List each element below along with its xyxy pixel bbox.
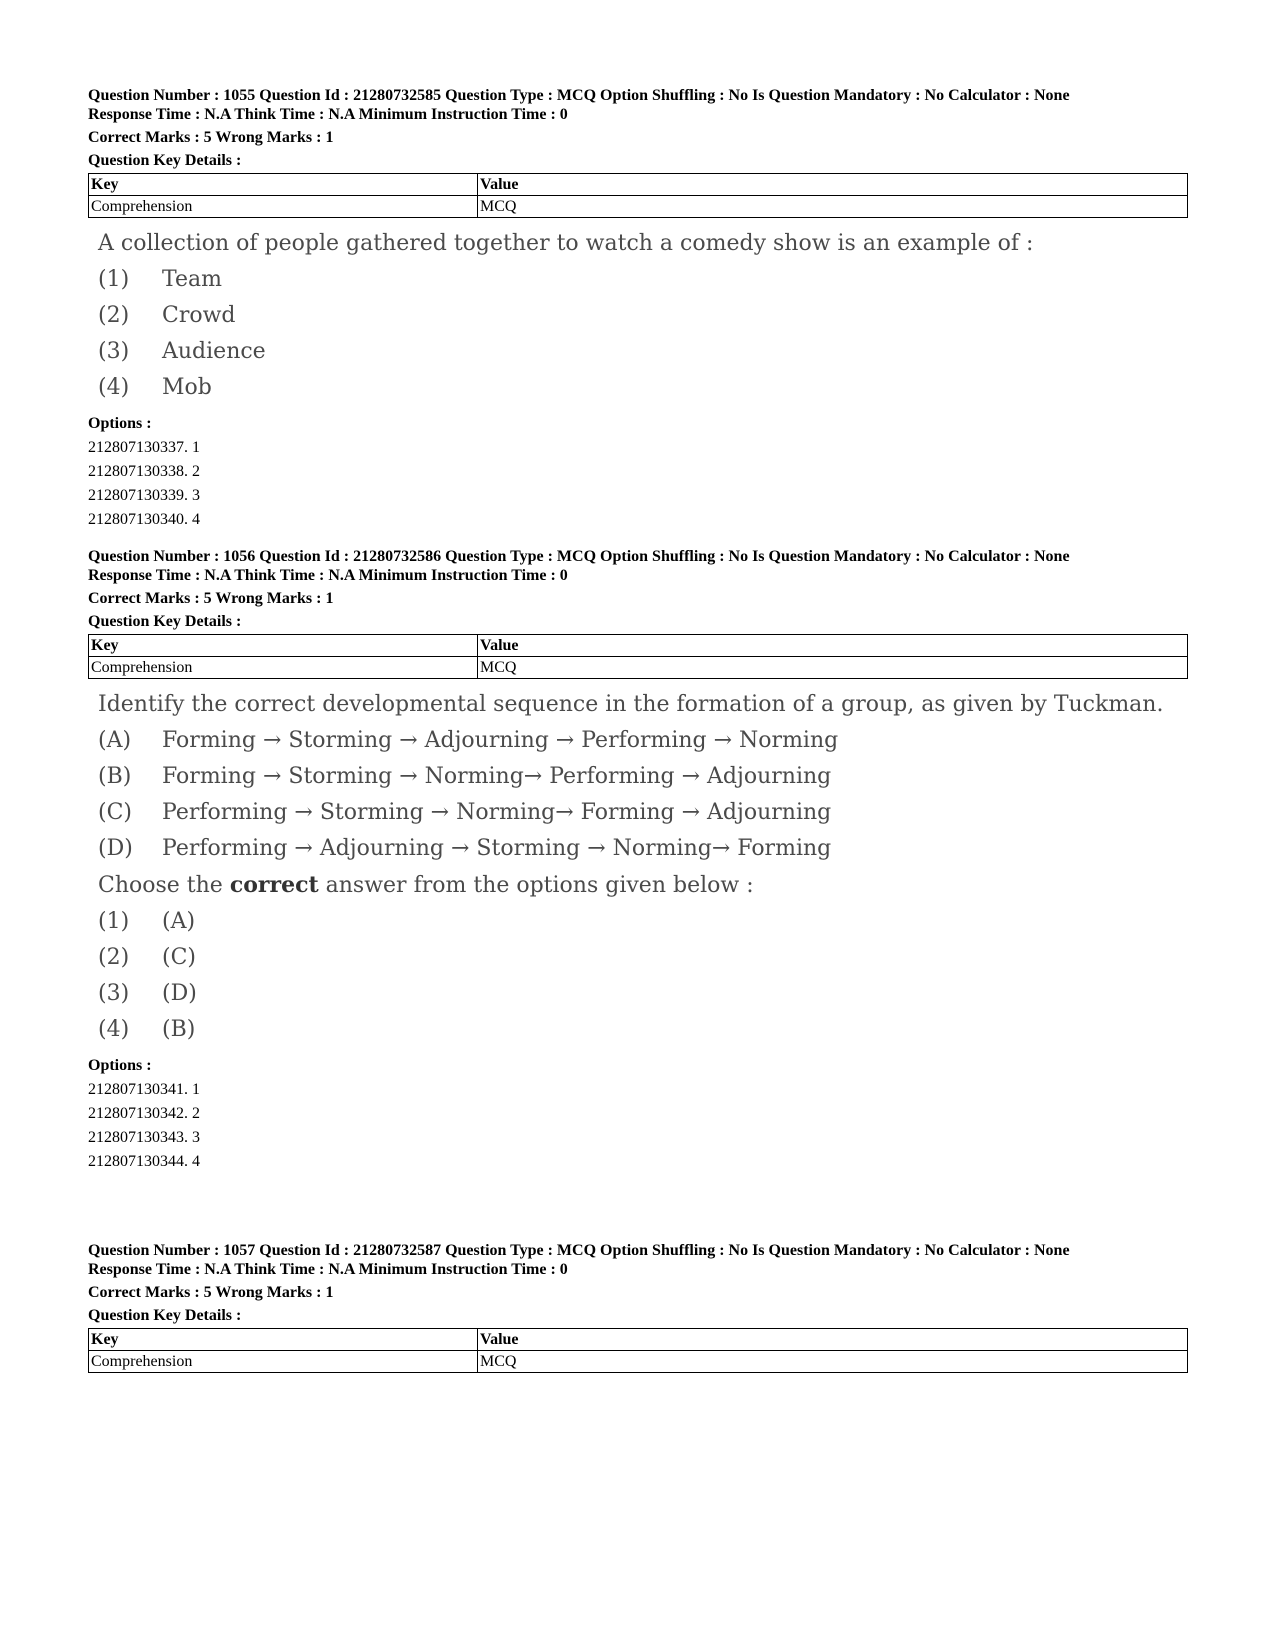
question-1055 — [88, 86, 1188, 532]
choice-number: (3) — [98, 981, 130, 1006]
key-details-label: Question Key Details : — [88, 1307, 242, 1324]
question-stem: A collection of people gathered together to watch a comedy show is an example of : — [98, 231, 1034, 256]
question-marks: Correct Marks : 5 Wrong Marks : 1 — [88, 590, 334, 607]
table-row — [89, 1351, 1188, 1373]
choice — [98, 976, 1188, 1012]
choose-bold: correct — [229, 872, 319, 898]
choice-text: Team — [162, 267, 222, 292]
question-meta-line1: Question Number : 1056 Question Id : 21280732586 Question Type : MCQ Option Shuffling : No Is Question Mandatory : No Calculator : None — [88, 548, 1070, 565]
option-item: 212807130344. 4 — [88, 1153, 200, 1170]
value-cell: MCQ — [478, 657, 1188, 679]
value-cell: MCQ — [478, 196, 1188, 218]
statement-label: (D) — [98, 836, 133, 861]
option-item: 212807130339. 3 — [88, 487, 200, 504]
option-item: 212807130343. 3 — [88, 1129, 200, 1146]
question-meta-line2: Response Time : N.A Think Time : N.A Minimum Instruction Time : 0 — [88, 567, 568, 584]
options-list — [88, 412, 1188, 532]
question-1057 — [88, 1241, 1188, 1373]
statement-text: Performing → Storming → Norming→ Forming → Adjourning — [162, 800, 832, 825]
choose-instruction — [98, 867, 1188, 904]
options-label: Options : — [88, 1057, 152, 1074]
statement — [98, 759, 1188, 795]
key-header: Key — [89, 635, 478, 657]
choice-number: (1) — [98, 267, 130, 292]
statement — [98, 831, 1188, 867]
value-header: Value — [478, 174, 1188, 196]
table-header-row — [89, 174, 1188, 196]
table-row — [89, 657, 1188, 679]
option-item: 212807130338. 2 — [88, 463, 200, 480]
key-cell: Comprehension — [89, 1351, 478, 1373]
question-meta-line1: Question Number : 1057 Question Id : 21280732587 Question Type : MCQ Option Shuffling : No Is Question Mandatory : No Calculator : None — [88, 1242, 1070, 1259]
statement — [98, 795, 1188, 831]
table-header-row — [89, 1329, 1188, 1351]
key-header: Key — [89, 174, 478, 196]
question-marks: Correct Marks : 5 Wrong Marks : 1 — [88, 129, 334, 146]
question-1056 — [88, 547, 1188, 1174]
question-image — [98, 687, 1188, 1048]
question-meta-line2: Response Time : N.A Think Time : N.A Minimum Instruction Time : 0 — [88, 106, 568, 123]
table-header-row — [89, 635, 1188, 657]
choice-text: Audience — [162, 339, 266, 364]
key-header: Key — [89, 1329, 478, 1351]
choice-text: (A) — [162, 909, 196, 934]
choice-number: (2) — [98, 303, 130, 328]
statement-text: Performing → Adjourning → Storming → Norming→ Forming — [162, 836, 832, 861]
statement-label: (A) — [98, 728, 132, 753]
value-cell: MCQ — [478, 1351, 1188, 1373]
choice-text: (D) — [162, 981, 197, 1006]
option-item: 212807130337. 1 — [88, 439, 200, 456]
option-item: 212807130342. 2 — [88, 1105, 200, 1122]
choice-number: (1) — [98, 909, 130, 934]
choice — [98, 370, 1188, 406]
question-meta — [88, 86, 1188, 170]
table-row — [89, 196, 1188, 218]
choice — [98, 1012, 1188, 1048]
options-list — [88, 1054, 1188, 1174]
question-meta-line2: Response Time : N.A Think Time : N.A Minimum Instruction Time : 0 — [88, 1261, 568, 1278]
key-cell: Comprehension — [89, 657, 478, 679]
choice — [98, 298, 1188, 334]
choice-number: (3) — [98, 339, 130, 364]
statement-text: Forming → Storming → Norming→ Performing → Adjourning — [162, 764, 832, 789]
statement-label: (C) — [98, 800, 132, 825]
key-cell: Comprehension — [89, 196, 478, 218]
question-meta-line1: Question Number : 1055 Question Id : 21280732585 Question Type : MCQ Option Shuffling : No Is Question Mandatory : No Calculator : None — [88, 87, 1070, 104]
choice — [98, 334, 1188, 370]
key-details-table — [88, 634, 1188, 679]
question-marks: Correct Marks : 5 Wrong Marks : 1 — [88, 1284, 334, 1301]
choice — [98, 940, 1188, 976]
key-details-label: Question Key Details : — [88, 152, 242, 169]
value-header: Value — [478, 635, 1188, 657]
question-image — [98, 226, 1188, 406]
choice-number: (2) — [98, 945, 130, 970]
choice-text: (B) — [162, 1017, 196, 1042]
value-header: Value — [478, 1329, 1188, 1351]
key-details-table — [88, 173, 1188, 218]
option-item: 212807130340. 4 — [88, 511, 200, 528]
key-details-label: Question Key Details : — [88, 613, 242, 630]
options-label: Options : — [88, 415, 152, 432]
question-stem: Identify the correct developmental sequence in the formation of a group, as given by Tuckman. — [98, 692, 1164, 717]
choice-text: Crowd — [162, 303, 236, 328]
choice-number: (4) — [98, 1017, 130, 1042]
choose-post: answer from the options given below : — [318, 873, 754, 898]
choice-number: (4) — [98, 375, 130, 400]
question-meta — [88, 1241, 1188, 1325]
choice — [98, 262, 1188, 298]
option-item: 212807130341. 1 — [88, 1081, 200, 1098]
choose-pre: Choose the — [98, 873, 230, 898]
statement — [98, 723, 1188, 759]
statement-label: (B) — [98, 764, 132, 789]
statement-text: Forming → Storming → Adjourning → Performing → Norming — [162, 728, 839, 753]
choice-text: Mob — [162, 375, 212, 400]
question-meta — [88, 547, 1188, 631]
choice — [98, 904, 1188, 940]
choice-text: (C) — [162, 945, 196, 970]
key-details-table — [88, 1328, 1188, 1373]
